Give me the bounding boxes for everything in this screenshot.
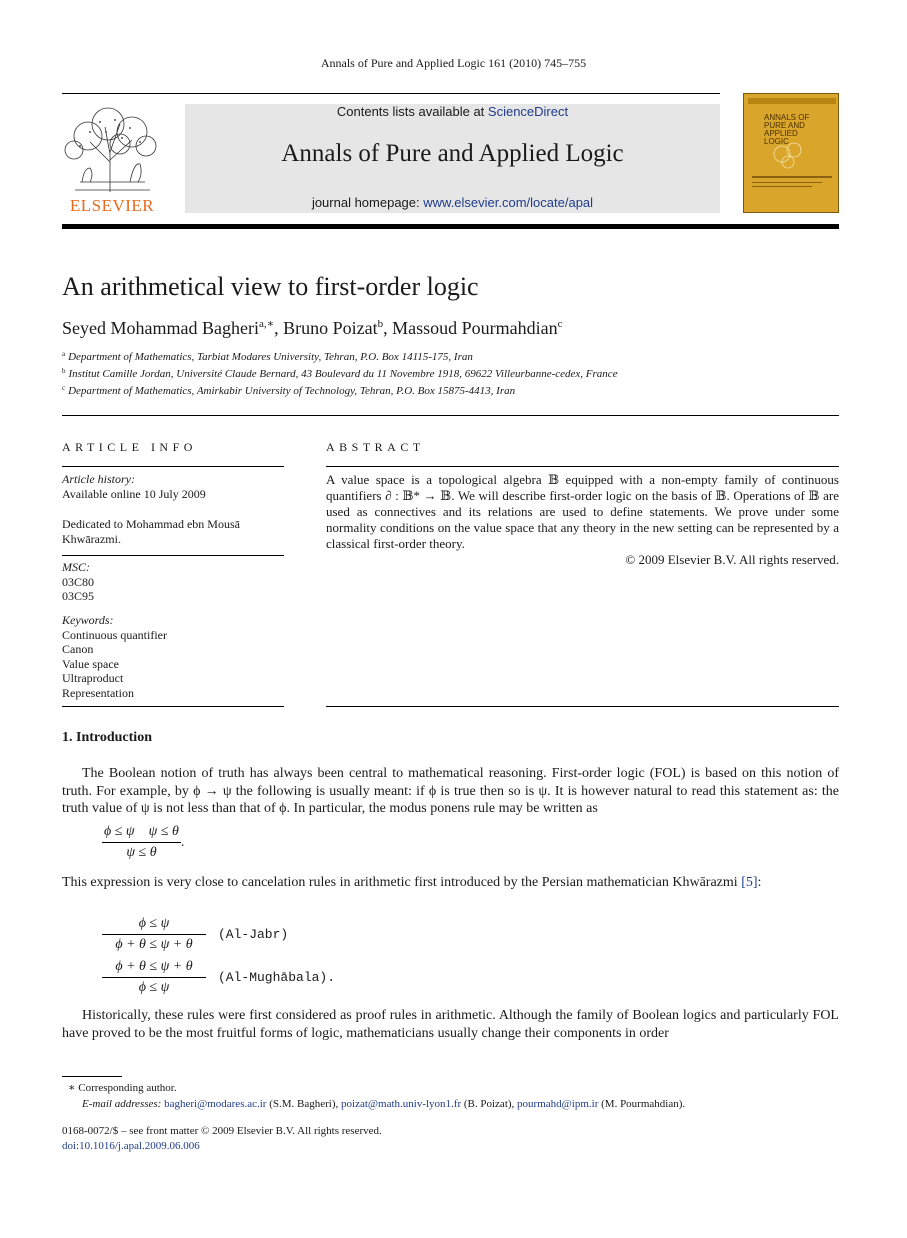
al-mughabala-rule <box>102 959 335 996</box>
affiliation <box>62 367 618 380</box>
affiliation <box>62 384 515 397</box>
fraction-bar <box>102 842 181 843</box>
cover-title: ANNALS OF PURE AND APPLIED LOGIC <box>764 113 810 146</box>
fraction-bar <box>102 977 206 978</box>
email-link[interactable]: bagheri@modares.ac.ir <box>164 1098 267 1110</box>
abstract-rule <box>326 706 839 707</box>
conclusion: ϕ + θ ≤ ψ + θ <box>115 937 193 952</box>
premise: ϕ ≤ ψ <box>138 916 170 931</box>
affiliation-mark: b <box>62 367 66 375</box>
dedication-line: Khwārazmi. <box>62 531 121 546</box>
msc-code: 03C95 <box>62 589 95 603</box>
info-rule <box>62 706 284 707</box>
keywords-block <box>62 613 167 700</box>
doi-link[interactable]: doi:10.1016/j.apal.2009.06.006 <box>62 1140 200 1152</box>
corresponding-author-note: ∗ Corresponding author. <box>68 1082 177 1094</box>
affiliation-mark: a <box>62 350 66 358</box>
footnote-rule <box>62 1076 122 1077</box>
premise: ϕ + θ ≤ ψ + θ <box>115 959 193 974</box>
email-link[interactable]: poizat@math.univ-lyon1.fr <box>341 1098 462 1110</box>
affiliation-text: Department of Mathematics, Amirkabir University of Technology, Tehran, P.O. Box 15875-4413, Iran <box>68 385 516 397</box>
keyword: Ultraproduct <box>62 671 124 685</box>
sciencedirect-link[interactable]: ScienceDirect <box>487 104 569 119</box>
keyword: Canon <box>62 642 94 656</box>
email-owner: (B. Poizat), <box>461 1098 518 1110</box>
history-label: Article history: <box>62 472 135 486</box>
abstract-label: ABSTRACT <box>326 440 425 454</box>
affiliation <box>62 350 473 363</box>
msc-block <box>62 560 94 604</box>
homepage-link[interactable]: www.elsevier.com/locate/apal <box>423 195 594 210</box>
abstract-text: A value space is a topological algebra 𝔹 equipped with a non-empty family of continuous quantifiers ∂ : 𝔹* → 𝔹. We will describe first-order logic on the basis of 𝔹. Operations of 𝔹 are used as connectives and its relations are used to define statements. We prove under some normality conditions on the value space that any theory in the new setting can be represented by a classical first-order theory. <box>326 472 839 551</box>
masthead-top-rule <box>62 93 720 94</box>
author-separator: , <box>274 318 284 338</box>
homepage-prefix: journal homepage: <box>311 195 424 210</box>
author-list <box>62 317 562 339</box>
rule-label: (Al-Mughābala). <box>218 970 336 985</box>
author-separator: , <box>383 318 393 338</box>
msc-label: MSC: <box>62 560 90 574</box>
journal-name: Annals of Pure and Applied Logic <box>281 140 624 167</box>
journal-cover-thumbnail <box>743 93 839 213</box>
article-info-label: ARTICLE INFO <box>62 440 197 454</box>
conclusion: ϕ ≤ ψ <box>138 980 170 995</box>
paragraph-end: : <box>757 875 762 890</box>
citation-link[interactable]: [5] <box>741 875 758 890</box>
email-label: E-mail addresses: <box>82 1098 165 1110</box>
elsevier-wordmark: ELSEVIER <box>69 196 155 215</box>
modus-ponens-rule <box>102 824 184 861</box>
keyword: Continuous quantifier <box>62 627 167 642</box>
masthead-bottom-rule <box>62 224 839 229</box>
abstract-copyright: © 2009 Elsevier B.V. All rights reserved. <box>625 552 839 567</box>
keyword: Value space <box>62 656 119 671</box>
author-affil-mark[interactable]: a,∗ <box>258 318 275 330</box>
conclusion: ψ ≤ θ <box>126 845 157 860</box>
affiliation-text: Department of Mathematics, Tarbiat Modares University, Tehran, P.O. Box 14115-175, Iran <box>68 351 473 363</box>
article-title: An arithmetical view to first-order logic <box>62 272 479 301</box>
email-link[interactable]: pourmahd@ipm.ir <box>517 1098 599 1110</box>
title-block-rule <box>62 415 839 416</box>
rule-label: (Al-Jabr) <box>218 927 289 942</box>
fraction-bar <box>102 934 206 935</box>
affiliation-text: Institut Camille Jordan, Université Claude Bernard, 43 Boulevard du 11 Novembre 1918, 69622 Villeurbanne-cedex, France <box>68 368 618 380</box>
body-paragraph <box>62 874 839 892</box>
keyword: Representation <box>62 685 134 700</box>
author-name: Massoud Pourmahdian <box>392 318 558 338</box>
abstract-rule <box>326 466 839 467</box>
body-paragraph: The Boolean notion of truth has always been central to mathematical reasoning. First-order logic (FOL) is based on this notion of truth. For example, by ϕ → ψ the following is usually meant: if ϕ is true then so is ψ. It is however natural to read this statement as: the truth value of ψ is not less than that of ϕ. In particular, the modus ponens rule may be written as <box>62 766 839 816</box>
body-paragraph: Historically, these rules were first considered as proof rules in arithmetic. Although the family of Boolean logics and particularly FOL have proved to be the most fruitful forms of logic, mathematicians usually change their components in order <box>62 1008 839 1041</box>
premises: ϕ ≤ ψ ψ ≤ θ <box>104 824 179 839</box>
email-owner: (S.M. Bagheri), <box>266 1098 342 1110</box>
author-affil-mark[interactable]: c <box>557 318 563 330</box>
dedication <box>62 517 240 546</box>
keywords-label: Keywords: <box>62 613 114 627</box>
email-owner: (M. Pourmahdian). <box>598 1098 686 1110</box>
author-name: Bruno Poizat <box>283 318 378 338</box>
author-name: Seyed Mohammad Bagheri <box>62 318 259 338</box>
affiliation-mark: c <box>62 384 66 392</box>
al-jabr-rule <box>102 916 288 953</box>
rule-terminator: . <box>180 834 185 850</box>
info-rule <box>62 555 284 556</box>
inference-fraction <box>102 959 206 996</box>
dedication-line: Dedicated to Mohammad ebn Mousā <box>62 517 240 531</box>
contents-line <box>185 104 720 119</box>
paragraph-text: This expression is very close to cancelation rules in arithmetic first introduced by the Persian mathematician Khwārazmi <box>62 875 742 890</box>
section-heading: 1. Introduction <box>62 730 152 745</box>
author-affil-mark[interactable]: b <box>377 318 384 330</box>
inference-fraction <box>102 824 181 861</box>
history-text: Available online 10 July 2009 <box>62 486 206 501</box>
contents-prefix: Contents lists available at <box>336 104 488 119</box>
running-head: Annals of Pure and Applied Logic 161 (2010) 745–755 <box>320 56 587 70</box>
info-rule <box>62 466 284 467</box>
inference-fraction <box>102 916 206 953</box>
msc-code: 03C80 <box>62 574 95 589</box>
article-history <box>62 472 206 501</box>
front-matter-note: 0168-0072/$ – see front matter © 2009 Elsevier B.V. All rights reserved. <box>62 1125 382 1137</box>
homepage-line <box>185 195 720 210</box>
email-addresses <box>82 1098 685 1110</box>
